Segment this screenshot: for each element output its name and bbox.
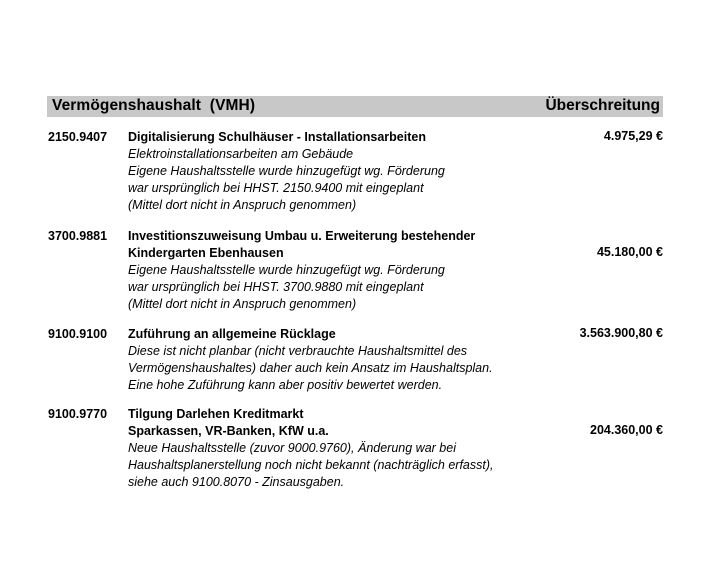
entry-code: 9100.9770 bbox=[48, 407, 108, 421]
entry-description-line: (Mittel dort nicht in Anspruch genommen) bbox=[128, 198, 357, 212]
section-header bbox=[47, 96, 663, 117]
entry-title: Digitalisierung Schulhäuser - Installationsarbeiten bbox=[128, 130, 426, 144]
entry-code: 2150.9407 bbox=[48, 130, 108, 144]
entry-amount: 204.360,00 € bbox=[590, 423, 663, 437]
entry-description-line: Eine hohe Zuführung kann aber positiv bewertet werden. bbox=[128, 378, 443, 392]
entry-description-line: Neue Haushaltsstelle (zuvor 9000.9760), Änderung war bei bbox=[128, 441, 456, 455]
section-title: Vermögenshaushalt (VMH) bbox=[52, 97, 256, 114]
entry-amount: 4.975,29 € bbox=[603, 129, 663, 143]
entry-title: Kindergarten Ebenhausen bbox=[128, 246, 284, 260]
entry-title: Sparkassen, VR-Banken, KfW u.a. bbox=[128, 424, 329, 438]
entry-title: Zuführung an allgemeine Rücklage bbox=[128, 327, 336, 341]
entry-title: Tilgung Darlehen Kreditmarkt bbox=[128, 407, 304, 421]
entry-description-line: Haushaltsplanerstellung noch nicht bekannt (nachträglich erfasst), bbox=[128, 458, 494, 472]
entry-title: Investitionszuweisung Umbau u. Erweiterung bestehender bbox=[128, 229, 476, 243]
entry-amount: 45.180,00 € bbox=[596, 245, 663, 259]
entry-description-line: (Mittel dort nicht in Anspruch genommen) bbox=[128, 297, 357, 311]
entry-code: 3700.9881 bbox=[48, 229, 108, 243]
entry-code: 9100.9100 bbox=[48, 327, 108, 341]
entry-description-line: war ursprünglich bei HHST. 2150.9400 mit eingeplant bbox=[128, 181, 424, 195]
entry-description-line: siehe auch 9100.8070 - Zinsausgaben. bbox=[128, 475, 345, 489]
entry-body bbox=[128, 129, 558, 214]
entry-body bbox=[128, 326, 558, 394]
entry-description-line: Eigene Haushaltsstelle wurde hinzugefügt wg. Förderung bbox=[128, 164, 445, 178]
entry-description-line: war ursprünglich bei HHST. 3700.9880 mit eingeplant bbox=[128, 280, 424, 294]
entry-body bbox=[128, 228, 558, 313]
entry-amount: 3.563.900,80 € bbox=[579, 326, 663, 340]
column-header-overrun: Überschreitung bbox=[545, 97, 660, 114]
entry-body bbox=[128, 406, 558, 491]
entry-description-line: Diese ist nicht planbar (nicht verbrauchte Haushaltsmittel des bbox=[128, 344, 468, 358]
entry-description-line: Elektroinstallationsarbeiten am Gebäude bbox=[128, 147, 354, 161]
entry-description-line: Eigene Haushaltsstelle wurde hinzugefügt wg. Förderung bbox=[128, 263, 445, 277]
entry-description-line: Vermögenshaushaltes) daher auch kein Ansatz im Haushaltsplan. bbox=[128, 361, 493, 375]
